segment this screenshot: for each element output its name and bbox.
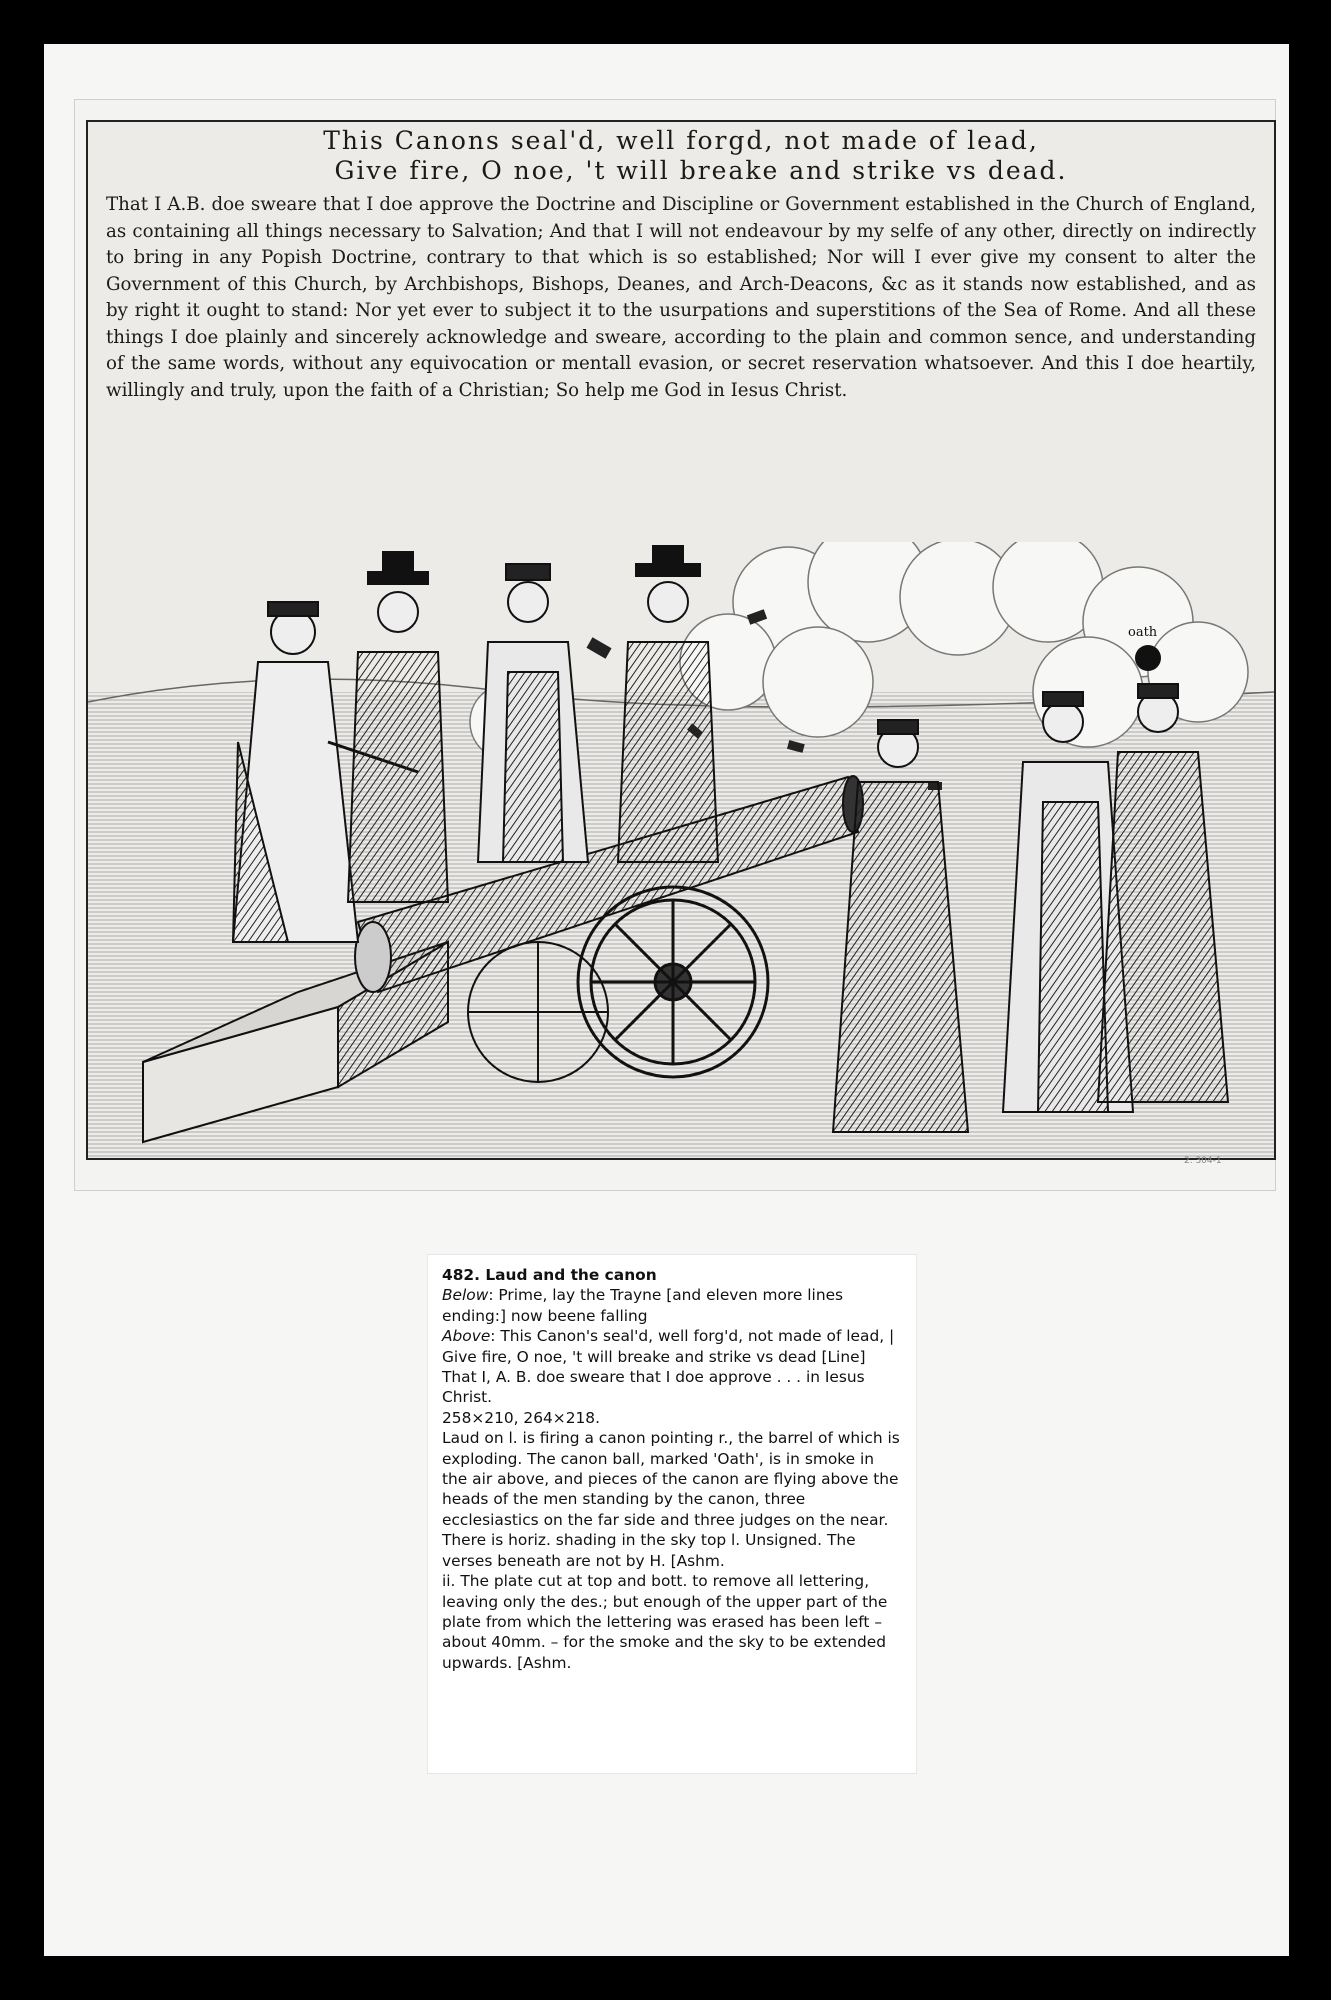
caption-state-note: ii. The plate cut at top and bott. to remove all lettering, leaving only the des.; but enough of the upper part of the plate from which the lettering was erased has been left – about 40mm. – for the smoke and the sky to be extended upwards. [Ashm. — [442, 1572, 888, 1672]
figure-ecclesiastic-2 — [478, 564, 588, 862]
engraving-plate — [86, 120, 1276, 1160]
heading-line-1: This Canons seal'd, well forgd, not made of lead, — [323, 126, 1039, 155]
figure-ecclesiastic-1 — [348, 552, 448, 902]
caption-title: 482. Laud and the canon — [442, 1266, 657, 1284]
cannon-ball-label: oath — [1128, 625, 1158, 640]
cannon-wheel-back — [468, 942, 608, 1082]
caption-below-text: : Prime, lay the Trayne [and eleven more lines ending:] now beene falling — [442, 1286, 844, 1325]
cannon-wheel-front — [578, 887, 768, 1077]
plate-heading — [88, 126, 1274, 186]
catalogue-caption — [427, 1254, 917, 1774]
caption-above-label: Above — [442, 1327, 491, 1346]
figure-ecclesiastic-3 — [618, 546, 718, 862]
caption-below-label: Below — [442, 1286, 489, 1305]
caption-below — [442, 1285, 902, 1326]
heading-line-2: Give fire, O noe, 't will breake and strike vs dead. — [334, 156, 1068, 185]
caption-dimensions: 258×210, 264×218. — [442, 1408, 600, 1427]
mount-sheet — [44, 44, 1289, 1956]
cannon-ball — [1135, 645, 1161, 671]
caption-description: Laud on l. is firing a canon pointing r., the barrel of which is exploding. The canon ball, marked 'Oath', is in smoke in the air above, and pieces of the canon are flying above the heads of the men standing by the canon, three ecclesiastics on the far side and three judges on the near. There is horiz. shading in the sky top l. Unsigned. The verses beneath are not by H. [Ashm. — [442, 1429, 900, 1570]
engraved-scene — [88, 542, 1274, 1160]
caption-above — [442, 1326, 902, 1408]
pencil-mark: 2. 304-1 — [1184, 1156, 1222, 1166]
oath-text: That I A.B. doe sweare that I doe approve the Doctrine and Discipline or Government established in the Church of England, as containing all things necessary to Salvation; And that I will not endeavour by my selfe of any other, directly on indirectly to bring in any Popish Doctrine, contrary to that which is so established; Nor will I ever give my consent to alter the Government of this Church, by Archbishops, Bishops, Deanes, and Arch-Deacons, &c as it stands now established, and as by right it ought to stand: Nor yet ever to subject it to the usurpations and superstitions of the Sea of Rome. And all these things I doe plainly and sincerely acknowledge and sweare, according to the plain and common sence, and understanding of the same words, without any equivocation or mentall evasion, or secret reservation whatsoever. And this I doe heartily, willingly and truly, upon the faith of a Christian; So help me God in Iesus Christ. — [106, 194, 1256, 401]
caption-above-text: : This Canon's seal'd, well forg'd, not made of lead, | Give fire, O noe, 't will breake and strike vs dead [Line] That I, A. B. doe sweare that I doe approve . . . in Iesus Christ. — [442, 1327, 895, 1407]
oath-text-box — [98, 192, 1262, 570]
